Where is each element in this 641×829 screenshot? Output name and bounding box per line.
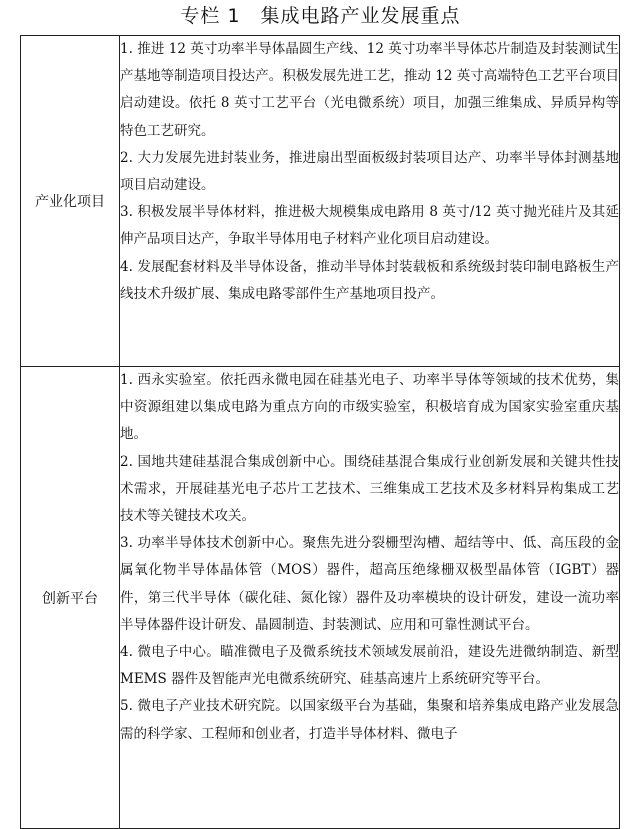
list-item: 3. 功率半导体技术创新中心。聚焦先进分裂栅型沟槽、超结等中、低、高压段的金属氧化物半导体晶体管（MOS）器件，超高压绝缘栅双极型晶体管（IGBT）器件，第三代半导体（碳化硅、氮化镓）器件及功率模块的设计研发，建设一流功率半导体器件设计研发、晶圆制造、封装测试、应用和可靠性测试平台。: [120, 535, 619, 633]
page-title: 专栏 1 集成电路产业发展重点: [180, 5, 461, 27]
row-label-innovation: 创新平台: [21, 367, 120, 829]
list-item: 3. 积极发展半导体材料，推进极大规模集成电路用 8 英寸/12 英寸抛光硅片及其延伸产品项目达产，争取半导体用电子材料产业化项目启动建设。: [120, 204, 619, 248]
list-item: 5. 微电子产业技术研究院。以国家级平台为基础，集聚和培养集成电路产业发展急需的科学家、工程师和创业者，打造半导体材料、微电子: [120, 698, 619, 742]
list-item: 2. 大力发展先进封装业务，推进扇出型面板级封装项目达产、功率半导体封测基地项目启动建设。: [120, 149, 619, 194]
row-content-industrialization: [120, 36, 620, 367]
list-item: 2. 国地共建硅基混合集成创新中心。围绕硅基混合集成行业创新发展和关键共性技术需求，开展硅基光电子芯片工艺技术、三维集成工艺技术及多材料异构集成工艺技术等关键技术攻关。: [120, 453, 619, 525]
list-item: 4. 发展配套材料及半导体设备，推动半导体封装载板和系统级封装印制电路板生产线技术升级扩展、集成电路零部件生产基地项目投产。: [120, 258, 619, 302]
table-row: [21, 367, 620, 829]
list-item: 1. 推进 12 英寸功率半导体晶圆生产线、12 英寸功率半导体芯片制造及封装测试生产基地等制造项目投达产。积极发展先进工艺，推动 12 英寸高端特色工艺平台项目启动建设。依托 8 英寸工艺平台（光电微系统）项目，加强三维集成、异质异构等特色工艺研究。: [120, 41, 619, 139]
row-label-industrialization: 产业化项目: [21, 36, 120, 367]
content-table: [20, 35, 620, 829]
table-row: [21, 36, 620, 367]
list-item: 4. 微电子中心。瞄准微电子及微系统技术领域发展前沿，建设先进微纳制造、新型 MEMS 器件及智能声光电微系统研究、硅基高速片上系统研究等平台。: [120, 644, 619, 688]
list-item: 1. 西永实验室。依托西永微电园在硅基光电子、功率半导体等领域的技术优势，集中资源组建以集成电路为重点方向的市级实验室，积极培育成为国家实验室重庆基地。: [120, 372, 619, 443]
row-content-innovation: [120, 367, 620, 829]
